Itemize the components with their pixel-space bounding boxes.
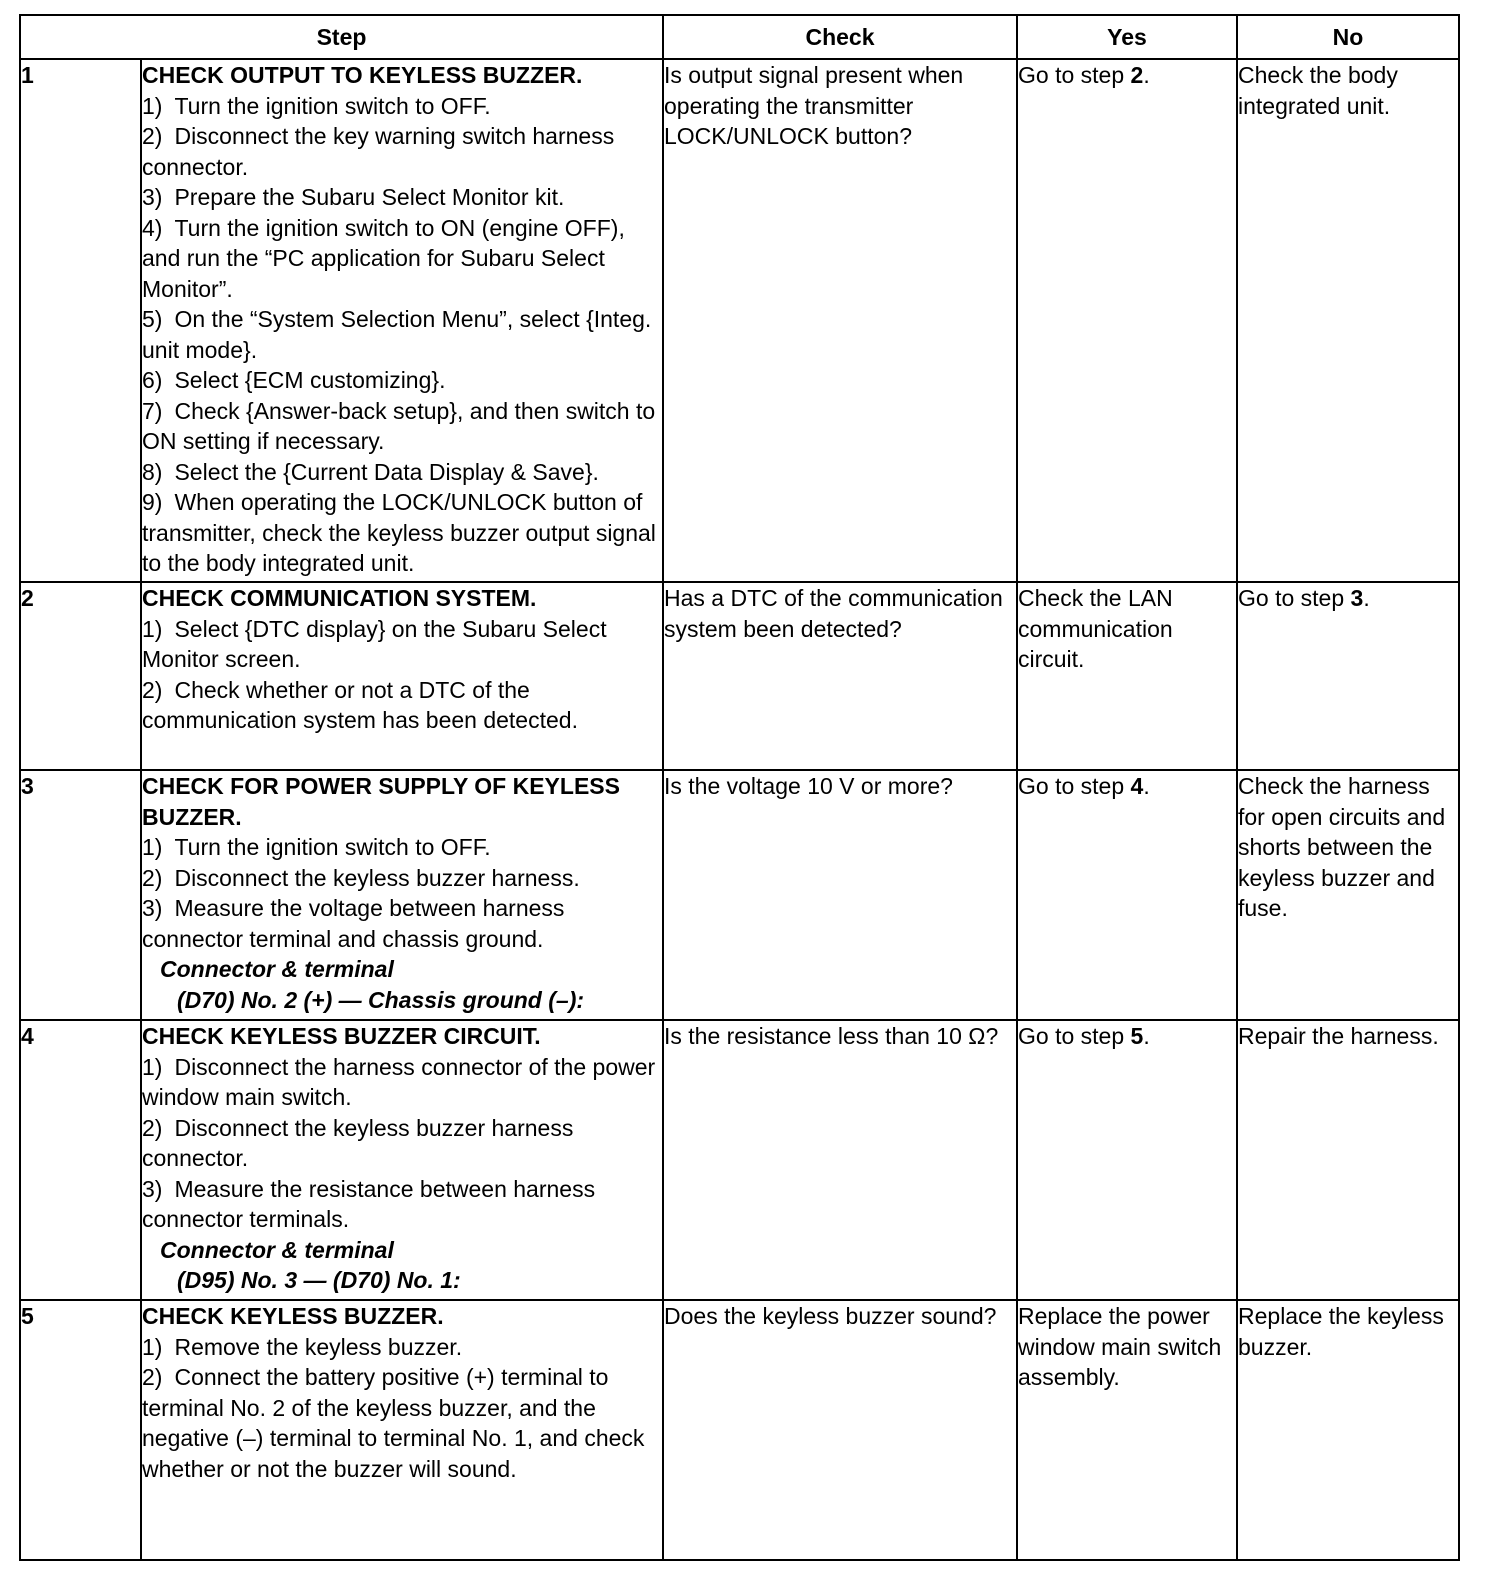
substep-text: Disconnect the harness connector of the power window main switch. xyxy=(142,1053,656,1110)
table-row xyxy=(20,1300,1459,1560)
substep-text: Select the {Current Data Display & Save}. xyxy=(174,458,599,485)
substep-number: 9) xyxy=(142,489,163,515)
check-cell: Is output signal present when operating the transmitter LOCK/UNLOCK button? xyxy=(663,59,1017,582)
substep xyxy=(142,304,662,365)
yes-text: Go to step xyxy=(1018,773,1131,799)
substep-text: Turn the ignition switch to OFF. xyxy=(174,92,491,119)
substep xyxy=(142,487,662,579)
step-cell xyxy=(141,1300,663,1560)
header-no: No xyxy=(1237,15,1459,59)
substep xyxy=(142,121,662,182)
substep xyxy=(142,182,662,213)
no-text: Go to step xyxy=(1238,585,1351,611)
substep xyxy=(142,1362,662,1484)
substep-number: 8) xyxy=(142,458,163,485)
substep-text: Connect the battery positive (+) terminal to terminal No. 2 of the keyless buzzer, and the negative (–) terminal to terminal No. 1, and check whether or not the buzzer will sound. xyxy=(142,1364,645,1482)
substep xyxy=(142,893,662,954)
substep-text: Check {Answer-back setup}, and then switch to ON setting if necessary. xyxy=(142,397,656,454)
check-cell: Is the voltage 10 V or more? xyxy=(663,770,1017,1020)
connector-terminal-value: (D95) No. 3 — (D70) No. 1: xyxy=(177,1267,461,1293)
no-text: Check the harness for open circuits and shorts between the keyless buzzer and fuse. xyxy=(1238,773,1446,921)
substep-number: 2) xyxy=(142,1114,163,1141)
yes-cell xyxy=(1017,1300,1237,1560)
connector-terminal-label: Connector & terminal xyxy=(160,956,394,982)
substep xyxy=(142,832,662,863)
substep-number: 2) xyxy=(142,864,163,891)
substep xyxy=(142,213,662,305)
substep-number: 1) xyxy=(142,834,163,860)
substep-text: Disconnect the keyless buzzer harness. xyxy=(174,864,580,891)
no-cell xyxy=(1237,770,1459,1020)
step-number: 5 xyxy=(20,1300,141,1560)
substep xyxy=(142,614,662,675)
substep xyxy=(142,365,662,396)
table-row xyxy=(20,582,1459,770)
step-number: 1 xyxy=(20,59,141,582)
substep-number: 2) xyxy=(142,676,163,703)
yes-step-ref: 4 xyxy=(1130,773,1144,799)
check-cell: Does the keyless buzzer sound? xyxy=(663,1300,1017,1560)
substep-text: Measure the resistance between harness connector terminals. xyxy=(142,1175,596,1232)
table-row xyxy=(20,59,1459,582)
step-title: CHECK KEYLESS BUZZER. xyxy=(142,1303,444,1329)
no-text: Replace the keyless buzzer. xyxy=(1238,1303,1444,1360)
substep-number: 1) xyxy=(142,1053,163,1080)
substep xyxy=(142,863,662,894)
check-cell: Has a DTC of the communication system been detected? xyxy=(663,582,1017,770)
header-check: Check xyxy=(663,15,1017,59)
substep-text: Disconnect the keyless buzzer harness connector. xyxy=(142,1114,574,1171)
yes-text: Check the LAN communication circuit. xyxy=(1018,585,1173,672)
yes-suffix: . xyxy=(1143,773,1150,799)
substep-text: On the “System Selection Menu”, select {Integ. unit mode}. xyxy=(142,306,652,363)
substep xyxy=(142,457,662,488)
step-cell xyxy=(141,59,663,582)
substep-number: 3) xyxy=(142,1175,163,1202)
step-cell xyxy=(141,582,663,770)
yes-text: Go to step xyxy=(1018,1023,1131,1049)
substep-number: 3) xyxy=(142,895,163,921)
substep-number: 5) xyxy=(142,306,163,332)
substep-text: When operating the LOCK/UNLOCK button of transmitter, check the keyless buzzer output signal to the body integrated unit. xyxy=(142,489,656,576)
no-step-ref: 3 xyxy=(1350,585,1364,611)
substep-number: 1) xyxy=(142,1333,163,1360)
yes-cell xyxy=(1017,59,1237,582)
diagnostic-table xyxy=(19,14,1460,1561)
yes-cell xyxy=(1017,582,1237,770)
yes-step-ref: 5 xyxy=(1130,1023,1144,1049)
no-cell xyxy=(1237,1300,1459,1560)
table-row xyxy=(20,1020,1459,1300)
header-row xyxy=(20,15,1459,59)
substep-number: 3) xyxy=(142,184,163,210)
no-cell xyxy=(1237,1020,1459,1300)
step-number: 3 xyxy=(20,770,141,1020)
no-suffix: . xyxy=(1363,585,1370,611)
substep xyxy=(142,1332,662,1363)
no-cell xyxy=(1237,59,1459,582)
connector-terminal-value: (D70) No. 2 (+) — Chassis ground (–): xyxy=(177,986,585,1013)
substep-text: Disconnect the key warning switch harness connector. xyxy=(142,123,615,180)
substep xyxy=(142,1174,662,1235)
yes-text: Go to step xyxy=(1018,62,1131,88)
step-number: 2 xyxy=(20,582,141,770)
step-number: 4 xyxy=(20,1020,141,1300)
substep-number: 1) xyxy=(142,615,163,642)
yes-text: Replace the power window main switch assembly. xyxy=(1018,1303,1222,1390)
substep-text: Check whether or not a DTC of the communication system has been detected. xyxy=(142,676,578,733)
substep-text: Turn the ignition switch to OFF. xyxy=(174,834,491,860)
connector-terminal-label: Connector & terminal xyxy=(160,1236,394,1263)
no-cell xyxy=(1237,582,1459,770)
substep-text: Measure the voltage between harness connector terminal and chassis ground. xyxy=(142,895,565,952)
yes-cell xyxy=(1017,770,1237,1020)
header-yes: Yes xyxy=(1017,15,1237,59)
substep-number: 6) xyxy=(142,367,163,393)
substep xyxy=(142,1052,662,1113)
step-cell xyxy=(141,770,663,1020)
no-text: Check the body integrated unit. xyxy=(1238,62,1398,119)
step-cell xyxy=(141,1020,663,1300)
substep-text: Select {DTC display} on the Subaru Select Monitor screen. xyxy=(142,615,607,672)
substep-number: 2) xyxy=(142,1364,163,1390)
yes-suffix: . xyxy=(1143,62,1150,88)
yes-suffix: . xyxy=(1143,1023,1150,1049)
substep-number: 7) xyxy=(142,397,163,424)
substep-number: 2) xyxy=(142,123,163,149)
substep xyxy=(142,675,662,736)
step-title: CHECK FOR POWER SUPPLY OF KEYLESS BUZZER. xyxy=(142,773,620,830)
substep-number: 4) xyxy=(142,214,163,241)
table-row xyxy=(20,770,1459,1020)
substep xyxy=(142,396,662,457)
substep-text: Turn the ignition switch to ON (engine OFF), and run the “PC application for Subaru Select Monitor”. xyxy=(142,214,625,302)
substep-text: Select {ECM customizing}. xyxy=(174,367,446,393)
step-title: CHECK KEYLESS BUZZER CIRCUIT. xyxy=(142,1023,541,1049)
yes-step-ref: 2 xyxy=(1130,62,1144,88)
check-cell: Is the resistance less than 10 Ω? xyxy=(663,1020,1017,1300)
substep-number: 1) xyxy=(142,92,163,119)
substep xyxy=(142,1113,662,1174)
step-title: CHECK OUTPUT TO KEYLESS BUZZER. xyxy=(142,62,583,88)
no-text: Repair the harness. xyxy=(1238,1023,1439,1049)
substep-text: Prepare the Subaru Select Monitor kit. xyxy=(174,184,565,210)
substep-text: Remove the keyless buzzer. xyxy=(174,1333,463,1360)
yes-cell xyxy=(1017,1020,1237,1300)
header-step: Step xyxy=(20,15,663,59)
step-title: CHECK COMMUNICATION SYSTEM. xyxy=(142,585,537,611)
substep xyxy=(142,91,662,122)
